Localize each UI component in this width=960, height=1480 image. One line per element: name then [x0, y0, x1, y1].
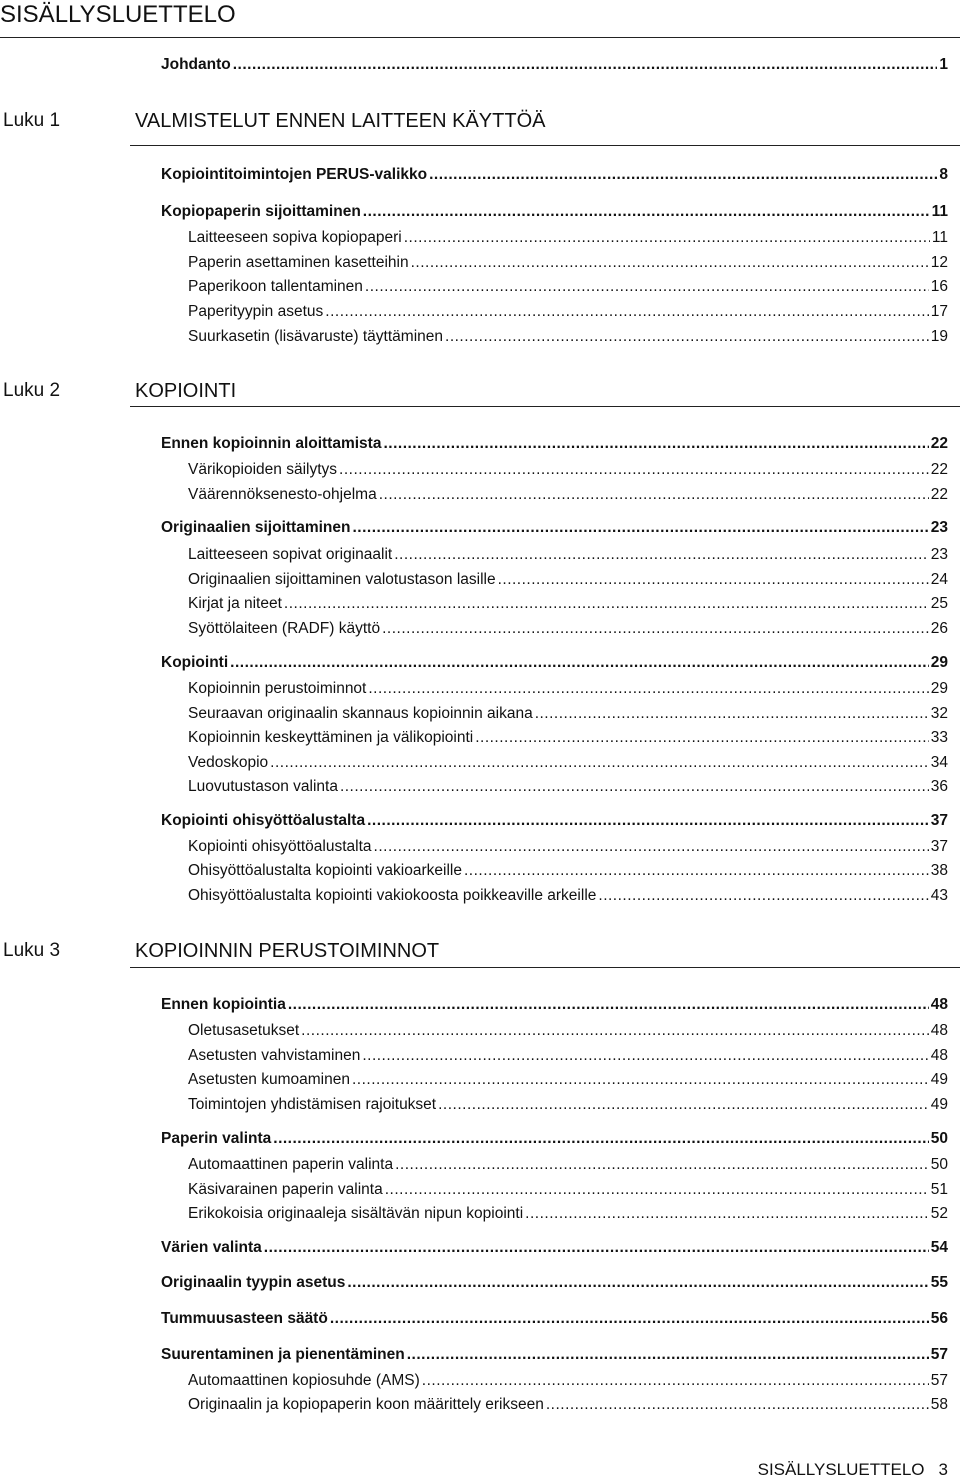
toc-entry[interactable]	[188, 1371, 948, 1391]
toc-entry-title: Kirjat ja niteet	[188, 595, 282, 612]
toc-entry-page: 38	[930, 862, 948, 879]
chapter-label: Luku 3	[3, 940, 61, 961]
toc-entry[interactable]	[161, 202, 948, 222]
leader-dots	[407, 1345, 929, 1365]
leader-dots	[498, 570, 929, 590]
toc-entry-title: Originaalien sijoittaminen valotustason lasille	[188, 571, 496, 588]
toc-entry[interactable]	[188, 327, 948, 347]
toc-entry-page: 52	[930, 1205, 948, 1222]
leader-dots	[233, 55, 938, 75]
leader-dots	[368, 679, 928, 699]
toc-entry-page: 19	[930, 328, 948, 345]
toc-entry-page: 51	[930, 1181, 948, 1198]
toc-entry-page: 34	[930, 754, 948, 771]
toc-entry-title: Paperityypin asetus	[188, 303, 324, 320]
toc-entry[interactable]	[188, 886, 948, 906]
leader-dots	[382, 619, 929, 639]
leader-dots	[352, 1070, 929, 1090]
toc-entry-page: 50	[930, 1130, 948, 1147]
toc-entry-title: Oletusasetukset	[188, 1022, 300, 1039]
toc-entry-title: Toimintojen yhdistämisen rajoitukset	[188, 1096, 437, 1113]
leader-dots	[438, 1095, 929, 1115]
toc-entry[interactable]	[161, 518, 948, 538]
toc-entry-page: 26	[930, 620, 948, 637]
leader-dots	[464, 861, 929, 881]
chapter-rule	[130, 406, 960, 407]
leader-dots	[365, 277, 929, 297]
toc-entry-title: Originaalin ja kopiopaperin koon määrittely erikseen	[188, 1396, 544, 1413]
toc-entry-page: 24	[930, 571, 948, 588]
toc-entry-page: 16	[930, 278, 948, 295]
footer-label: SISÄLLYSLUETTELO	[757, 1460, 925, 1479]
toc-entry-title: Automaattinen paperin valinta	[188, 1156, 394, 1173]
toc-entry-page: 22	[930, 461, 948, 478]
toc-entry-title: Laitteeseen sopivat originaalit	[188, 546, 393, 563]
toc-entry[interactable]	[188, 1395, 948, 1415]
toc-entry-title: Automaattinen kopiosuhde (AMS)	[188, 1372, 420, 1389]
toc-entry[interactable]	[188, 837, 948, 857]
toc-entry-page: 57	[930, 1372, 948, 1389]
toc-entry[interactable]	[188, 1155, 948, 1175]
toc-entry[interactable]	[188, 861, 948, 881]
toc-entry[interactable]	[188, 1180, 948, 1200]
toc-entry-title: Kopiointi	[161, 654, 229, 671]
leader-dots	[374, 837, 929, 857]
chapter-title: KOPIOINNIN PERUSTOIMINNOT	[135, 940, 440, 962]
toc-entry-page: 29	[930, 654, 948, 671]
leader-dots	[230, 653, 929, 673]
toc-entry-page: 37	[930, 838, 948, 855]
leader-dots	[288, 995, 929, 1015]
leader-dots	[270, 753, 929, 773]
toc-entry[interactable]	[161, 1273, 948, 1293]
toc-entry-page: 22	[930, 486, 948, 503]
toc-entry[interactable]	[161, 165, 948, 185]
toc-entry-title: Tummuusasteen säätö	[161, 1310, 328, 1327]
toc-entry-page: 48	[930, 1047, 948, 1064]
toc-entry[interactable]	[161, 1309, 948, 1329]
page-title: SISÄLLYSLUETTELO	[0, 1, 236, 28]
leader-dots	[411, 253, 929, 273]
toc-entry[interactable]	[188, 1021, 948, 1041]
toc-entry-page: 25	[930, 595, 948, 612]
toc-entry-page: 11	[931, 203, 948, 220]
toc-entry-title: Syöttölaiteen (RADF) käyttö	[188, 620, 381, 637]
toc-entry-page: 17	[930, 303, 948, 320]
toc-entry-page: 56	[930, 1310, 948, 1327]
toc-entry-page: 49	[930, 1071, 948, 1088]
toc-entry-title: Suurkasetin (lisävaruste) täyttäminen	[188, 328, 444, 345]
title-rule	[0, 37, 960, 38]
leader-dots	[395, 1155, 929, 1175]
leader-dots	[429, 165, 937, 185]
toc-entry[interactable]	[188, 619, 948, 639]
toc-entry-title: Originaalien sijoittaminen	[161, 519, 351, 536]
leader-dots	[363, 202, 930, 222]
toc-entry[interactable]	[188, 777, 948, 797]
leader-dots	[362, 1046, 928, 1066]
toc-entry-page: 55	[930, 1274, 948, 1291]
toc-entry[interactable]	[161, 1345, 948, 1365]
toc-entry[interactable]	[161, 434, 948, 454]
leader-dots	[546, 1395, 929, 1415]
toc-entry-page: 43	[930, 887, 948, 904]
toc-entry-title: Värikopioiden säilytys	[188, 461, 338, 478]
toc-entry[interactable]	[188, 1095, 948, 1115]
leader-dots	[422, 1371, 929, 1391]
leader-dots	[525, 1204, 929, 1224]
toc-entry[interactable]	[188, 570, 948, 590]
toc-entry[interactable]	[161, 995, 948, 1015]
toc-entry-title: Kopiointitoimintojen PERUS-valikko	[161, 166, 428, 183]
toc-entry[interactable]	[161, 1238, 948, 1258]
toc-entry-title: Johdanto	[161, 56, 231, 73]
toc-entry-page: 22	[930, 435, 948, 452]
leader-dots	[385, 1180, 929, 1200]
leader-dots	[535, 704, 929, 724]
chapter-label: Luku 2	[3, 380, 61, 401]
toc-entry[interactable]	[188, 545, 948, 565]
leader-dots	[598, 886, 928, 906]
leader-dots	[339, 460, 929, 480]
toc-entry-title: Paperin asettaminen kasetteihin	[188, 254, 409, 271]
toc-entry-intro[interactable]	[161, 55, 948, 75]
leader-dots	[325, 302, 928, 322]
chapter-rule	[130, 967, 960, 968]
leader-dots	[284, 594, 929, 614]
toc-entry-title: Laitteeseen sopiva kopiopaperi	[188, 229, 402, 246]
toc-entry-page: 54	[930, 1239, 948, 1256]
leader-dots	[301, 1021, 929, 1041]
toc-entry-page: 33	[930, 729, 948, 746]
toc-entry[interactable]	[188, 460, 948, 480]
leader-dots	[445, 327, 929, 347]
toc-entry[interactable]	[161, 811, 948, 831]
toc-entry-page: 29	[930, 680, 948, 697]
toc-entry-title: Asetusten kumoaminen	[188, 1071, 350, 1088]
toc-entry-title: Originaalin tyypin asetus	[161, 1274, 346, 1291]
toc-entry-title: Väärennöksenesto-ohjelma	[188, 486, 377, 503]
toc-entry-title: Ohisyöttöalustalta kopiointi vakioarkeille	[188, 862, 462, 879]
toc-entry-title: Ennen kopioinnin aloittamista	[161, 435, 382, 452]
toc-entry[interactable]	[161, 653, 948, 673]
toc-entry-page: 1	[939, 56, 948, 73]
toc-entry[interactable]	[188, 277, 948, 297]
leader-dots	[383, 434, 928, 454]
chapter-label: Luku 1	[3, 110, 61, 131]
toc-entry-page: 36	[930, 778, 948, 795]
toc-entry[interactable]	[161, 1129, 948, 1149]
toc-entry-page: 50	[930, 1156, 948, 1173]
page-footer	[758, 1460, 948, 1480]
toc-entry-title: Vedoskopio	[188, 754, 269, 771]
toc-entry-page: 57	[930, 1346, 948, 1363]
toc-entry-title: Kopiopaperin sijoittaminen	[161, 203, 361, 220]
toc-entry-title: Värien valinta	[161, 1239, 262, 1256]
leader-dots	[394, 545, 929, 565]
toc-entry-title: Ennen kopiointia	[161, 996, 286, 1013]
toc-entry-title: Asetusten vahvistaminen	[188, 1047, 361, 1064]
toc-entry[interactable]	[188, 485, 948, 505]
toc-entry-title: Ohisyöttöalustalta kopiointi vakiokoosta poikkeaville arkeille	[188, 887, 597, 904]
toc-entry-page: 58	[930, 1396, 948, 1413]
toc-entry-title: Kopioinnin perustoiminnot	[188, 680, 367, 697]
toc-entry-title: Kopiointi ohisyöttöalustalta	[161, 812, 366, 829]
leader-dots	[264, 1238, 929, 1258]
chapter-title: VALMISTELUT ENNEN LAITTEEN KÄYTTÖÄ	[135, 110, 546, 132]
toc-entry[interactable]	[188, 228, 948, 248]
toc-entry-title: Käsivarainen paperin valinta	[188, 1181, 383, 1198]
leader-dots	[475, 728, 929, 748]
toc-entry-page: 23	[930, 546, 948, 563]
toc-entry-page: 8	[939, 166, 948, 183]
toc-entry[interactable]	[188, 302, 948, 322]
leader-dots	[347, 1273, 928, 1293]
toc-entry-page: 32	[930, 705, 948, 722]
toc-entry-page: 49	[930, 1096, 948, 1113]
toc-entry[interactable]	[188, 1070, 948, 1090]
chapter-title: KOPIOINTI	[135, 380, 237, 402]
toc-entry-title: Kopiointi ohisyöttöalustalta	[188, 838, 372, 855]
toc-entry-title: Erikokoisia originaaleja sisältävän nipun kopiointi	[188, 1205, 524, 1222]
toc-entry[interactable]	[188, 594, 948, 614]
toc-entry-page: 12	[930, 254, 948, 271]
toc-entry-title: Luovutustason valinta	[188, 778, 338, 795]
leader-dots	[352, 518, 928, 538]
toc-entry-page: 23	[930, 519, 948, 536]
toc-entry-title: Suurentaminen ja pienentäminen	[161, 1346, 405, 1363]
leader-dots	[404, 228, 930, 248]
leader-dots	[379, 485, 929, 505]
toc-entry-page: 48	[930, 1022, 948, 1039]
toc-entry-title: Paperin valinta	[161, 1130, 272, 1147]
footer-page-number: 3	[938, 1460, 948, 1479]
toc-entry[interactable]	[188, 253, 948, 273]
leader-dots	[273, 1129, 928, 1149]
toc-entry[interactable]	[188, 704, 948, 724]
toc-entry[interactable]	[188, 753, 948, 773]
toc-entry-page: 11	[931, 229, 948, 246]
toc-entry-title: Kopioinnin keskeyttäminen ja välikopiointi	[188, 729, 474, 746]
toc-entry-page: 48	[930, 996, 948, 1013]
toc-entry[interactable]	[188, 728, 948, 748]
leader-dots	[367, 811, 929, 831]
leader-dots	[330, 1309, 929, 1329]
toc-entry[interactable]	[188, 1204, 948, 1224]
toc-entry-page: 37	[930, 812, 948, 829]
chapter-rule	[130, 145, 960, 146]
leader-dots	[340, 777, 929, 797]
toc-entry[interactable]	[188, 1046, 948, 1066]
toc-entry[interactable]	[188, 679, 948, 699]
toc-entry-title: Seuraavan originaalin skannaus kopioinnin aikana	[188, 705, 533, 722]
toc-entry-title: Paperikoon tallentaminen	[188, 278, 363, 295]
